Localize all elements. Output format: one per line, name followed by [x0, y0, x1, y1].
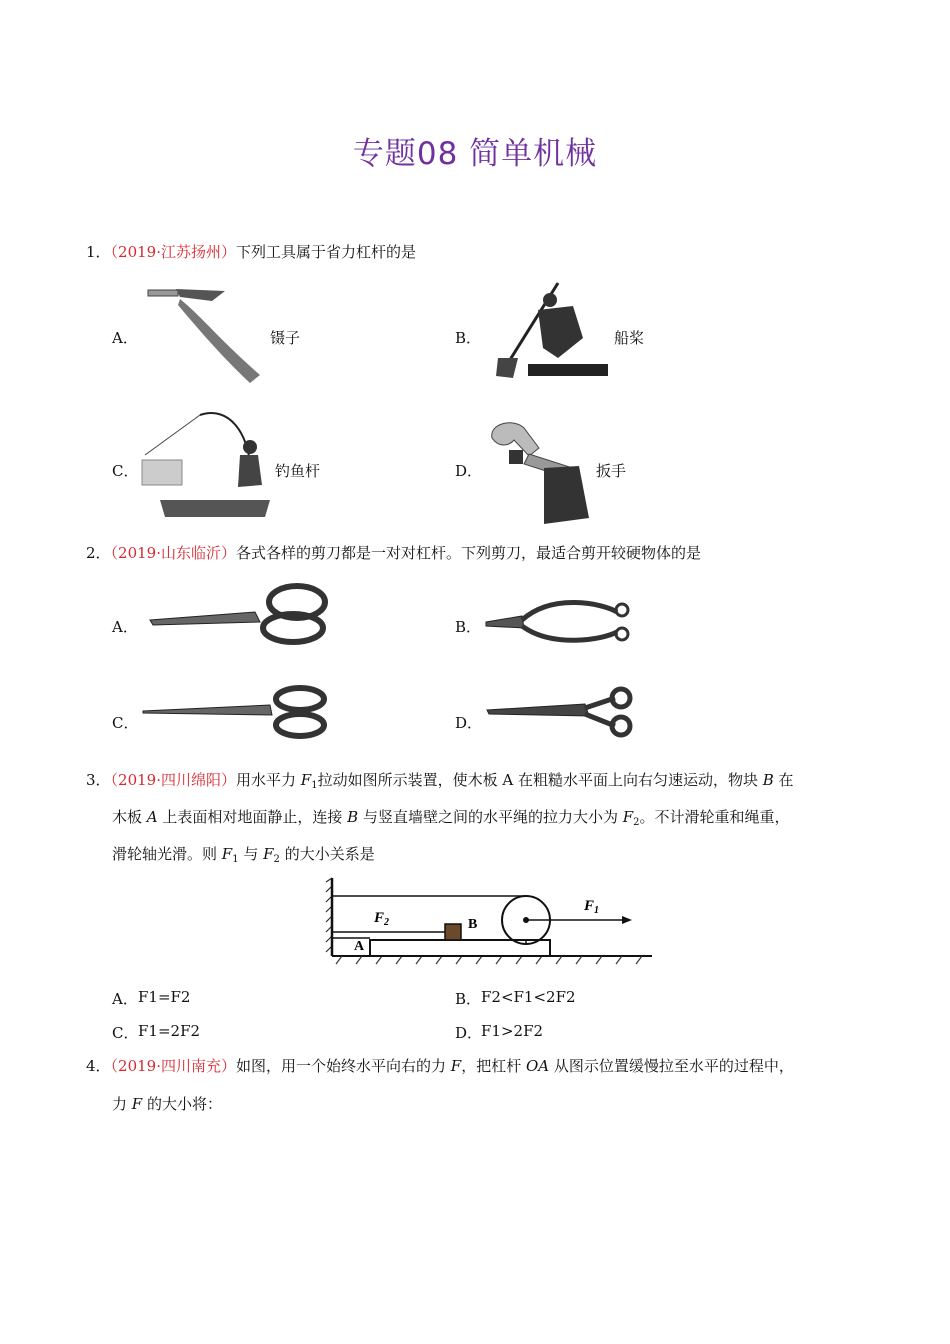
q4-number: 4． — [86, 1057, 111, 1075]
q1-number: 1． — [86, 243, 111, 261]
q2-option-a-letter[interactable]: A． — [112, 618, 138, 636]
q2-scissors-b-image — [482, 598, 632, 648]
label-f2-letter: F — [374, 910, 385, 926]
q2-number: 2． — [86, 544, 111, 562]
q1-option-a-caption: 镊子 — [270, 329, 301, 347]
q2-scissors-c-image — [140, 685, 330, 740]
q2-option-b-letter[interactable]: B． — [455, 618, 482, 636]
q1-option-c-caption: 钓鱼杆 — [275, 462, 321, 480]
q1-option-b-caption: 船桨 — [614, 329, 645, 347]
f1-arrowhead — [622, 916, 632, 924]
q3-stem-line-2: 木板 A 上表面相对地面静止，连接 B 与竖直墙壁之间的水平绳的拉力大小为 $F_2$。不计滑轮重和绳重， — [112, 808, 790, 828]
label-f2 — [373, 910, 389, 928]
q2-source: （2019·山东临沂） — [110, 544, 236, 562]
q3-option-d-text: F1>2F2 — [481, 1022, 544, 1040]
q3-source: （2019·四川绵阳） — [110, 771, 236, 789]
q2-stem-line — [86, 542, 701, 564]
q2-option-d-letter[interactable]: D． — [455, 714, 483, 732]
label-f1-sub: 1 — [594, 905, 600, 916]
q3-stem-line-1: 3．（2019·四川绵阳）用水平力 $F_1$拉动如图所示装置，使木板 A 在粗糙水平面上向右匀速运动，物块 B 在 — [86, 771, 794, 791]
q1-option-d-letter[interactable]: D． — [455, 462, 483, 480]
q3-option-b-letter[interactable]: B． — [455, 990, 482, 1008]
q3-option-a-text: F1=F2 — [138, 988, 191, 1006]
ground-hatching — [336, 956, 642, 964]
label-f2-sub: 2 — [384, 917, 390, 928]
q3-option-c-letter[interactable]: C． — [112, 1024, 139, 1042]
q1-option-d-caption: 扳手 — [596, 462, 627, 480]
q1-paddle-image — [488, 278, 613, 383]
q3-option-c-text: F1=2F2 — [138, 1022, 201, 1040]
q1-stem: 下列工具属于省力杠杆的是 — [236, 243, 417, 261]
q1-tweezers-image — [140, 285, 275, 385]
q1-option-a-letter[interactable]: A． — [112, 329, 138, 347]
q1-option-b-letter[interactable]: B． — [455, 329, 482, 347]
q4-stem-line-2: 力 F 的大小将： — [112, 1095, 222, 1113]
page-title: 专题08 简单机械 — [352, 136, 598, 172]
q2-scissors-a-image — [145, 580, 330, 650]
q1-stem-line — [86, 241, 416, 263]
block-b — [445, 924, 461, 940]
q2-stem: 各式各样的剪刀都是一对对杠杆。下列剪刀，最适合剪开较硬物体的是 — [236, 544, 702, 562]
q3-stem-line-3: 滑轮轴光滑。则 $F_1$ 与 $F_2$ 的大小关系是 — [112, 845, 375, 865]
q1-fishing-rod-image — [140, 405, 275, 520]
board-a — [370, 940, 550, 956]
q4-source: （2019·四川南充） — [110, 1057, 236, 1075]
label-b: B — [468, 917, 478, 932]
q2-scissors-d-image — [485, 688, 640, 738]
q3-pulley-diagram — [322, 878, 654, 966]
label-f1-letter: F — [584, 898, 595, 914]
q3-option-a-letter[interactable]: A． — [112, 990, 138, 1008]
label-a: A — [354, 939, 365, 954]
label-f1 — [583, 898, 599, 916]
q2-option-c-letter[interactable]: C． — [112, 714, 139, 732]
q3-option-d-letter[interactable]: D． — [455, 1024, 483, 1042]
q1-source: （2019·江苏扬州） — [110, 243, 236, 261]
q4-stem-line-1: 4．（2019·四川南充）如图，用一个始终水平向右的力 F，把杠杆 OA 从图示位置缓慢拉至水平的过程中， — [86, 1057, 794, 1075]
q3-number: 3． — [86, 771, 111, 789]
q1-option-c-letter[interactable]: C． — [112, 462, 139, 480]
q1-wrench-image — [484, 418, 604, 526]
q3-option-b-text: F2<F1<2F2 — [481, 988, 576, 1006]
